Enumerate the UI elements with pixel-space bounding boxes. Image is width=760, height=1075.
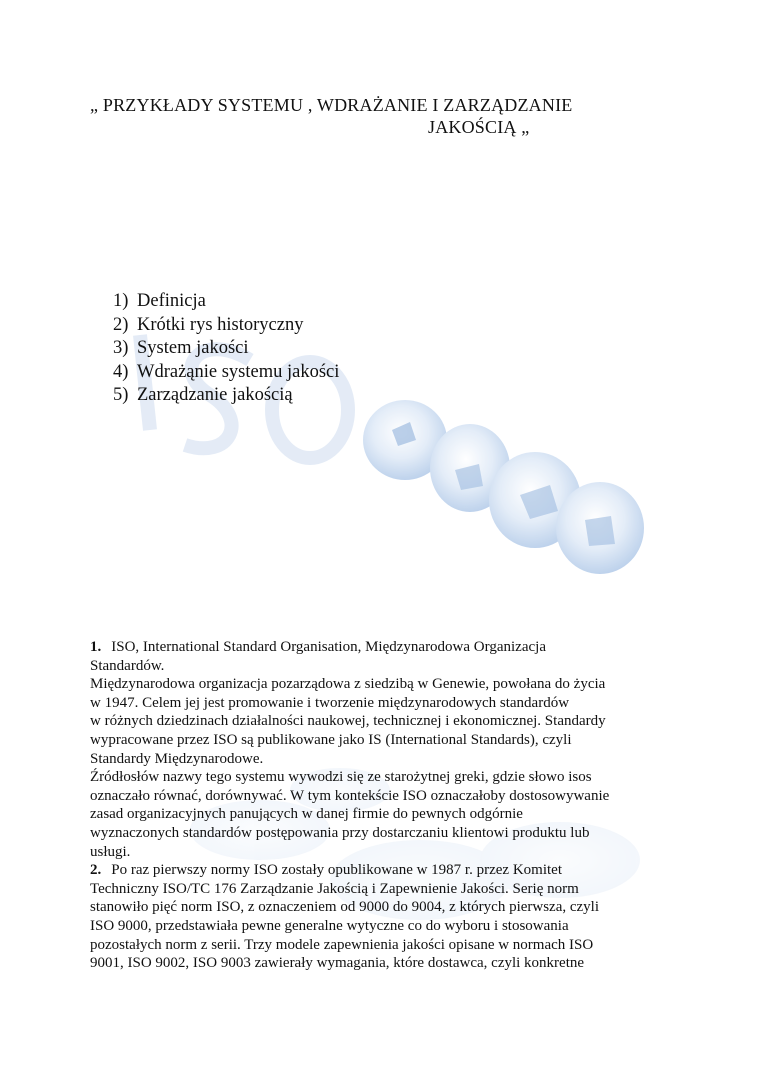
- title-line-1: „ PRZYKŁADY SYSTEMU , WDRAŻANIE I ZARZĄDZANIE: [90, 95, 573, 115]
- watermark-9000-disks: [363, 400, 644, 574]
- table-of-contents: [113, 290, 339, 408]
- section-1-line: Źródłosłów nazwy tego systemu wywodzi się ze starożytnej greki, gdzie słowo isos: [90, 769, 592, 786]
- toc-item: 4) Wdrażąnie systemu jakości: [113, 361, 339, 385]
- section-2-line: stanowiło pięć norm ISO, z oznaczeniem od 9000 do 9004, z których pierwsza, czyli: [90, 899, 600, 916]
- toc-item-label: Krótki rys historyczny: [137, 314, 304, 335]
- toc-item: 1) Definicja: [113, 290, 339, 314]
- section-2-line: Techniczny ISO/TC 176 Zarządzanie Jakością i Zapewnienie Jakości. Serię norm: [90, 880, 579, 897]
- section-2-number: 2.: [90, 862, 102, 879]
- section-1-line: zasad organizacyjnych panujących w danej firmie do pewnych odgórnie: [90, 806, 523, 823]
- section-1-line: w 1947. Celem jej jest promowanie i tworzenie międzynarodowych standardów: [90, 694, 570, 711]
- body-text: [90, 638, 690, 973]
- section-1-line: wyznaczonych standardów postępowania przy dostarczaniu klientowi produktu lub: [90, 824, 590, 841]
- toc-item-label: System jakości: [137, 338, 249, 358]
- section-1-line: Międzynarodowa organizacja pozarządowa z siedzibą w Genewie, powołana do życia: [90, 676, 606, 693]
- section-1-line: 1. ISO, International Standard Organisation, Międzynarodowa Organizacja: [90, 639, 546, 655]
- section-1-number: 1.: [90, 639, 102, 655]
- section-1-line: oznaczało równać, dorównywać. W tym kontekście ISO oznaczałoby dostosowywanie: [90, 787, 610, 804]
- section-1-line: w różnych dziedzinach działalności naukowej, technicznej i ekonomicznej. Standardy: [90, 713, 606, 730]
- section-1-line: Standardy Międzynarodowe.: [90, 750, 264, 767]
- toc-item-label: Zarządzanie jakością: [137, 385, 293, 405]
- section-2-line: pozostałych norm z serii. Trzy modele zapewnienia jakości opisane w normach ISO: [90, 936, 594, 953]
- title-line-2: JAKOŚCIĄ „: [428, 117, 530, 137]
- section-1-line: wypracowane przez ISO są publikowane jako IS (International Standards), czyli: [90, 731, 572, 748]
- toc-item: 2) Krótki rys historyczny: [113, 314, 339, 338]
- toc-item: 3) System jakości: [113, 337, 339, 361]
- toc-item-label: Wdrażąnie systemu jakości: [137, 361, 340, 382]
- toc-item-label: Definicja: [137, 291, 206, 311]
- document-title: [90, 94, 690, 138]
- section-1-line: usługi.: [90, 843, 131, 860]
- section-2-line: 2. Po raz pierwszy normy ISO zostały opublikowane w 1987 r. przez Komitet: [90, 862, 562, 879]
- toc-item: 5) Zarządzanie jakością: [113, 384, 339, 408]
- section-1-line: Standardów.: [90, 657, 165, 674]
- section-2-line: ISO 9000, przedstawiała pewne generalne wytyczne co do wyboru i stosowania: [90, 917, 569, 934]
- section-2-line: 9001, ISO 9002, ISO 9003 zawierały wymagania, które dostawca, czyli konkretne: [90, 955, 585, 972]
